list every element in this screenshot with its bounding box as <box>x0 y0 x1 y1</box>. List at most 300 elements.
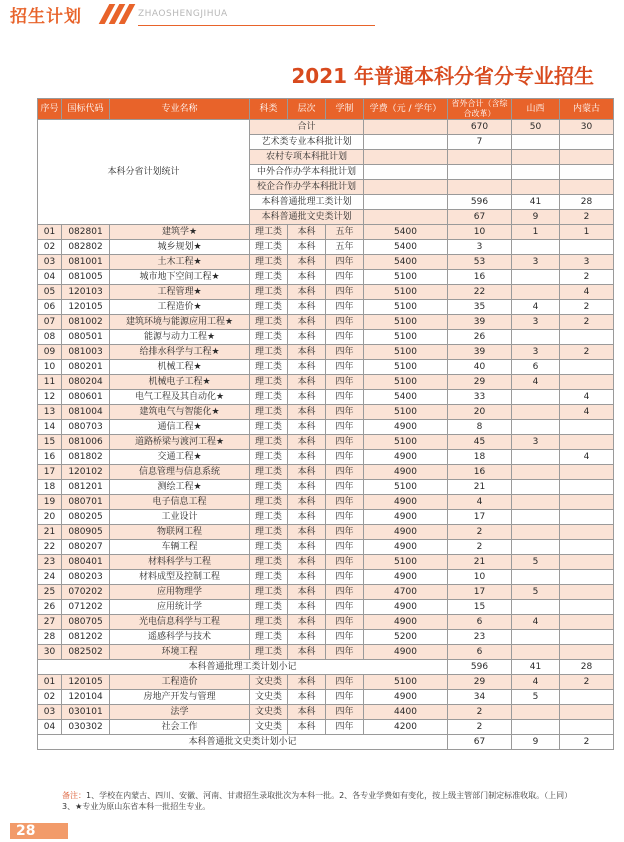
major-name: 房地产开发与管理 <box>110 690 250 705</box>
subtotal-row <box>38 735 614 750</box>
table-cell: 2 <box>448 705 512 720</box>
table-cell: 2 <box>448 540 512 555</box>
table-cell: 15 <box>448 600 512 615</box>
table-cell <box>512 600 560 615</box>
table-cell <box>364 180 448 195</box>
major-name: 材料科学与工程 <box>110 555 250 570</box>
summary-row-label: 艺术类专业本科批计划 <box>250 135 364 150</box>
table-cell: 四年 <box>326 465 364 480</box>
table-cell: 4 <box>448 495 512 510</box>
table-row <box>38 615 614 630</box>
table-row <box>38 585 614 600</box>
table-row <box>38 645 614 660</box>
major-name: 环境工程 <box>110 645 250 660</box>
table-row <box>38 675 614 690</box>
table-cell <box>364 195 448 210</box>
summary-row-label: 本科普通批文史类计划 <box>250 210 364 225</box>
table-cell <box>560 555 614 570</box>
table-cell <box>560 240 614 255</box>
table-cell: 4 <box>512 675 560 690</box>
enrollment-table <box>37 98 614 750</box>
table-cell: 5 <box>512 585 560 600</box>
table-cell: 4 <box>560 390 614 405</box>
table-cell: 5100 <box>364 285 448 300</box>
table-cell <box>364 210 448 225</box>
major-name: 应用统计学 <box>110 600 250 615</box>
table-cell: 071202 <box>62 600 110 615</box>
major-name: 通信工程★ <box>110 420 250 435</box>
table-cell <box>512 720 560 735</box>
table-cell: 081003 <box>62 345 110 360</box>
table-cell: 21 <box>38 525 62 540</box>
table-cell: 082502 <box>62 645 110 660</box>
table-cell: 本科 <box>288 360 326 375</box>
table-row <box>38 690 614 705</box>
table-cell <box>512 450 560 465</box>
table-cell: 5100 <box>364 270 448 285</box>
table-cell: 四年 <box>326 645 364 660</box>
table-cell: 本科 <box>288 330 326 345</box>
table-cell: 本科 <box>288 555 326 570</box>
table-cell: 22 <box>38 540 62 555</box>
table-cell: 四年 <box>326 525 364 540</box>
table-cell: 9 <box>512 210 560 225</box>
major-name: 土木工程★ <box>110 255 250 270</box>
table-cell <box>560 645 614 660</box>
table-cell: 24 <box>38 570 62 585</box>
table-cell: 理工类 <box>250 615 288 630</box>
table-cell: 四年 <box>326 330 364 345</box>
table-cell <box>512 525 560 540</box>
table-cell <box>512 285 560 300</box>
table-cell: 理工类 <box>250 270 288 285</box>
summary-row <box>38 120 614 135</box>
table-cell: 理工类 <box>250 555 288 570</box>
table-cell: 4900 <box>364 465 448 480</box>
table-cell: 四年 <box>326 480 364 495</box>
table-cell: 理工类 <box>250 450 288 465</box>
table-cell: 本科 <box>288 690 326 705</box>
table-cell: 4 <box>512 615 560 630</box>
table-cell: 四年 <box>326 570 364 585</box>
table-cell: 本科 <box>288 300 326 315</box>
table-cell: 10 <box>448 225 512 240</box>
table-cell: 4900 <box>364 690 448 705</box>
table-cell <box>512 390 560 405</box>
table-cell: 10 <box>448 570 512 585</box>
table-cell: 本科 <box>288 450 326 465</box>
major-name: 工业设计 <box>110 510 250 525</box>
table-cell: 本科 <box>288 240 326 255</box>
section-subtitle: ZHAOSHENGJIHUA <box>138 9 228 19</box>
table-cell: 29 <box>448 675 512 690</box>
table-cell: 080401 <box>62 555 110 570</box>
table-row <box>38 600 614 615</box>
table-cell: 文史类 <box>250 720 288 735</box>
major-name: 给排水科学与工程★ <box>110 345 250 360</box>
table-cell: 6 <box>512 360 560 375</box>
table-cell <box>560 570 614 585</box>
table-cell: 理工类 <box>250 255 288 270</box>
table-cell: 5100 <box>364 555 448 570</box>
table-cell: 28 <box>560 195 614 210</box>
subtotal-label: 本科普通批理工类计划小记 <box>38 660 448 675</box>
major-name: 城乡规划★ <box>110 240 250 255</box>
major-name: 机械电子工程★ <box>110 375 250 390</box>
table-cell: 文史类 <box>250 705 288 720</box>
table-row <box>38 525 614 540</box>
table-cell: 本科 <box>288 405 326 420</box>
table-cell: 3 <box>512 345 560 360</box>
table-cell: 理工类 <box>250 480 288 495</box>
table-cell: 4 <box>560 285 614 300</box>
table-cell: 5400 <box>364 240 448 255</box>
table-cell: 28 <box>560 660 614 675</box>
table-cell: 29 <box>448 375 512 390</box>
note-line: 1、学校在内蒙古、四川、安徽、河南、甘肃招生录取批次为本科一批。2、各专业学费如有变化，按上级主管部门制定标准收取。（上同） <box>86 791 573 800</box>
table-row <box>38 705 614 720</box>
table-cell <box>512 705 560 720</box>
table-cell <box>512 180 560 195</box>
table-cell: 文史类 <box>250 675 288 690</box>
table-cell: 28 <box>38 630 62 645</box>
table-cell: 081005 <box>62 270 110 285</box>
table-cell: 01 <box>38 225 62 240</box>
table-cell: 本科 <box>288 510 326 525</box>
table-cell: 02 <box>38 690 62 705</box>
table-cell: 5100 <box>364 480 448 495</box>
table-cell: 理工类 <box>250 285 288 300</box>
table-cell: 理工类 <box>250 435 288 450</box>
col-header: 国标代码 <box>62 99 110 120</box>
table-row <box>38 375 614 390</box>
table-cell: 本科 <box>288 570 326 585</box>
table-cell: 本科 <box>288 675 326 690</box>
table-cell: 四年 <box>326 690 364 705</box>
table-cell: 18 <box>38 480 62 495</box>
table-cell: 8 <box>448 420 512 435</box>
col-header: 省外合计（含综合改革） <box>448 99 512 120</box>
table-row <box>38 285 614 300</box>
table-cell: 四年 <box>326 585 364 600</box>
table-cell: 本科 <box>288 285 326 300</box>
table-cell: 理工类 <box>250 330 288 345</box>
table-cell <box>364 165 448 180</box>
table-cell: 四年 <box>326 375 364 390</box>
table-cell: 理工类 <box>250 405 288 420</box>
table-cell: 本科 <box>288 525 326 540</box>
table-cell: 23 <box>448 630 512 645</box>
table-cell <box>560 495 614 510</box>
table-cell: 081001 <box>62 255 110 270</box>
table-cell: 080601 <box>62 390 110 405</box>
table-cell: 2 <box>448 720 512 735</box>
table-cell: 080501 <box>62 330 110 345</box>
col-header: 内蒙古 <box>560 99 614 120</box>
summary-row-label: 中外合作办学本科批计划 <box>250 165 364 180</box>
table-cell: 本科 <box>288 345 326 360</box>
table-cell <box>560 525 614 540</box>
table-cell: 4 <box>512 300 560 315</box>
table-cell: 39 <box>448 315 512 330</box>
major-name: 电子信息工程 <box>110 495 250 510</box>
major-name: 工程管理★ <box>110 285 250 300</box>
table-cell: 理工类 <box>250 540 288 555</box>
table-row <box>38 255 614 270</box>
table-cell: 本科 <box>288 270 326 285</box>
table-cell: 081802 <box>62 450 110 465</box>
major-name: 光电信息科学与工程 <box>110 615 250 630</box>
table-cell: 25 <box>38 585 62 600</box>
major-name: 遥感科学与技术 <box>110 630 250 645</box>
table-cell <box>512 270 560 285</box>
table-cell <box>512 240 560 255</box>
table-cell: 21 <box>448 555 512 570</box>
table-cell: 50 <box>512 120 560 135</box>
table-cell <box>560 630 614 645</box>
table-cell <box>512 165 560 180</box>
table-cell: 本科 <box>288 375 326 390</box>
table-cell: 3 <box>560 255 614 270</box>
table-cell <box>364 120 448 135</box>
table-row <box>38 450 614 465</box>
table-cell: 四年 <box>326 255 364 270</box>
table-row <box>38 510 614 525</box>
table-cell: 41 <box>512 660 560 675</box>
table-cell: 本科 <box>288 585 326 600</box>
table-cell: 四年 <box>326 285 364 300</box>
table-cell: 5100 <box>364 330 448 345</box>
note-label: 备注： <box>62 791 86 800</box>
table-cell: 理工类 <box>250 240 288 255</box>
table-cell: 5100 <box>364 360 448 375</box>
table-cell <box>512 540 560 555</box>
table-cell: 3 <box>512 315 560 330</box>
summary-row-label: 本科普通批理工类计划 <box>250 195 364 210</box>
summary-row-label: 校企合作办学本科批计划 <box>250 180 364 195</box>
table-cell <box>560 540 614 555</box>
table-cell <box>364 135 448 150</box>
table-cell: 4400 <box>364 705 448 720</box>
summary-row-label: 农村专项本科批计划 <box>250 150 364 165</box>
section-title: 招生计划 <box>10 7 82 27</box>
table-cell: 4200 <box>364 720 448 735</box>
table-cell <box>512 510 560 525</box>
table-row <box>38 420 614 435</box>
table-cell: 本科 <box>288 480 326 495</box>
table-cell <box>512 330 560 345</box>
table-cell <box>560 465 614 480</box>
table-cell: 本科 <box>288 720 326 735</box>
table-cell: 理工类 <box>250 495 288 510</box>
table-cell: 四年 <box>326 405 364 420</box>
table-cell: 33 <box>448 390 512 405</box>
table-cell: 理工类 <box>250 600 288 615</box>
col-header: 序号 <box>38 99 62 120</box>
table-cell: 03 <box>38 255 62 270</box>
table-cell: 082801 <box>62 225 110 240</box>
table-cell: 21 <box>448 480 512 495</box>
major-name: 工程造价 <box>110 675 250 690</box>
table-cell: 41 <box>512 195 560 210</box>
table-cell: 5100 <box>364 435 448 450</box>
table-cell: 120102 <box>62 465 110 480</box>
page-number-tab <box>10 823 68 839</box>
major-name: 道路桥梁与渡河工程★ <box>110 435 250 450</box>
table-cell: 4900 <box>364 600 448 615</box>
table-cell: 5200 <box>364 630 448 645</box>
table-cell: 26 <box>448 330 512 345</box>
table-cell: 04 <box>38 720 62 735</box>
table-cell: 10 <box>38 360 62 375</box>
major-name: 法学 <box>110 705 250 720</box>
table-cell <box>512 420 560 435</box>
table-cell: 3 <box>448 240 512 255</box>
major-name: 物联网工程 <box>110 525 250 540</box>
table-cell: 理工类 <box>250 510 288 525</box>
table-cell: 1 <box>560 225 614 240</box>
table-cell: 081201 <box>62 480 110 495</box>
table-cell: 06 <box>38 300 62 315</box>
table-cell: 5400 <box>364 225 448 240</box>
table-cell: 080703 <box>62 420 110 435</box>
table-cell: 本科 <box>288 630 326 645</box>
table-cell: 四年 <box>326 600 364 615</box>
table-row <box>38 465 614 480</box>
table-cell: 030302 <box>62 720 110 735</box>
table-header-row <box>38 99 614 120</box>
table-cell <box>512 135 560 150</box>
table-cell: 5 <box>512 690 560 705</box>
table-cell: 080905 <box>62 525 110 540</box>
table-cell: 理工类 <box>250 345 288 360</box>
table-cell: 67 <box>448 735 512 750</box>
table-cell: 16 <box>38 450 62 465</box>
table-cell: 理工类 <box>250 315 288 330</box>
table-cell: 01 <box>38 675 62 690</box>
table-cell: 本科 <box>288 705 326 720</box>
table-cell: 16 <box>448 465 512 480</box>
table-cell <box>560 600 614 615</box>
table-cell: 2 <box>560 675 614 690</box>
col-header: 层次 <box>288 99 326 120</box>
table-cell: 4 <box>512 375 560 390</box>
table-cell <box>560 705 614 720</box>
table-row <box>38 720 614 735</box>
table-cell: 四年 <box>326 315 364 330</box>
table-cell: 082802 <box>62 240 110 255</box>
table-cell: 理工类 <box>250 570 288 585</box>
table-cell: 五年 <box>326 240 364 255</box>
table-cell: 4900 <box>364 450 448 465</box>
table-cell <box>560 510 614 525</box>
table-cell <box>560 420 614 435</box>
table-cell: 四年 <box>326 540 364 555</box>
table-cell: 5100 <box>364 345 448 360</box>
major-name: 材料成型及控制工程 <box>110 570 250 585</box>
major-name: 信息管理与信息系统 <box>110 465 250 480</box>
table-cell: 53 <box>448 255 512 270</box>
table-cell: 2 <box>560 300 614 315</box>
table-cell: 四年 <box>326 360 364 375</box>
subtotal-row <box>38 660 614 675</box>
table-cell: 2 <box>560 345 614 360</box>
table-cell: 6 <box>448 645 512 660</box>
table-cell: 4900 <box>364 525 448 540</box>
table-cell: 四年 <box>326 615 364 630</box>
table-cell: 16 <box>448 270 512 285</box>
table-cell: 02 <box>38 240 62 255</box>
table-cell <box>512 405 560 420</box>
page-header <box>0 0 624 30</box>
table-cell: 5400 <box>364 390 448 405</box>
table-cell: 4700 <box>364 585 448 600</box>
col-header: 学制 <box>326 99 364 120</box>
table-cell: 3 <box>512 435 560 450</box>
table-cell: 22 <box>448 285 512 300</box>
summary-row-label: 合计 <box>250 120 364 135</box>
table-cell <box>512 495 560 510</box>
table-cell: 本科 <box>288 645 326 660</box>
table-cell: 四年 <box>326 630 364 645</box>
table-cell: 23 <box>38 555 62 570</box>
table-cell: 四年 <box>326 270 364 285</box>
table-cell <box>448 165 512 180</box>
table-cell: 081006 <box>62 435 110 450</box>
major-name: 应用物理学 <box>110 585 250 600</box>
table-row <box>38 630 614 645</box>
table-cell: 2 <box>560 210 614 225</box>
major-name: 电气工程及其自动化★ <box>110 390 250 405</box>
table-cell: 081002 <box>62 315 110 330</box>
table-cell: 081202 <box>62 630 110 645</box>
table-row <box>38 360 614 375</box>
page-number: 28 <box>16 823 36 839</box>
table-cell <box>560 375 614 390</box>
table-cell: 五年 <box>326 225 364 240</box>
table-cell <box>560 435 614 450</box>
col-header: 科类 <box>250 99 288 120</box>
table-cell: 理工类 <box>250 360 288 375</box>
major-name: 交通工程★ <box>110 450 250 465</box>
table-cell: 26 <box>38 600 62 615</box>
table-cell <box>512 150 560 165</box>
table-cell: 14 <box>38 420 62 435</box>
table-row <box>38 315 614 330</box>
table-cell: 08 <box>38 330 62 345</box>
col-header: 学费（元 / 学年） <box>364 99 448 120</box>
table-cell <box>560 585 614 600</box>
table-cell: 20 <box>448 405 512 420</box>
table-cell: 05 <box>38 285 62 300</box>
table-cell: 39 <box>448 345 512 360</box>
table-cell: 4900 <box>364 570 448 585</box>
table-cell: 080705 <box>62 615 110 630</box>
table-cell: 4 <box>560 405 614 420</box>
table-cell: 四年 <box>326 345 364 360</box>
table-cell: 11 <box>38 375 62 390</box>
table-cell: 4900 <box>364 540 448 555</box>
table-cell: 本科 <box>288 615 326 630</box>
table-cell: 四年 <box>326 555 364 570</box>
table-cell <box>560 135 614 150</box>
table-cell: 34 <box>448 690 512 705</box>
table-cell <box>512 480 560 495</box>
table-cell: 本科 <box>288 420 326 435</box>
table-cell <box>560 615 614 630</box>
table-cell: 2 <box>560 270 614 285</box>
table-cell: 080205 <box>62 510 110 525</box>
